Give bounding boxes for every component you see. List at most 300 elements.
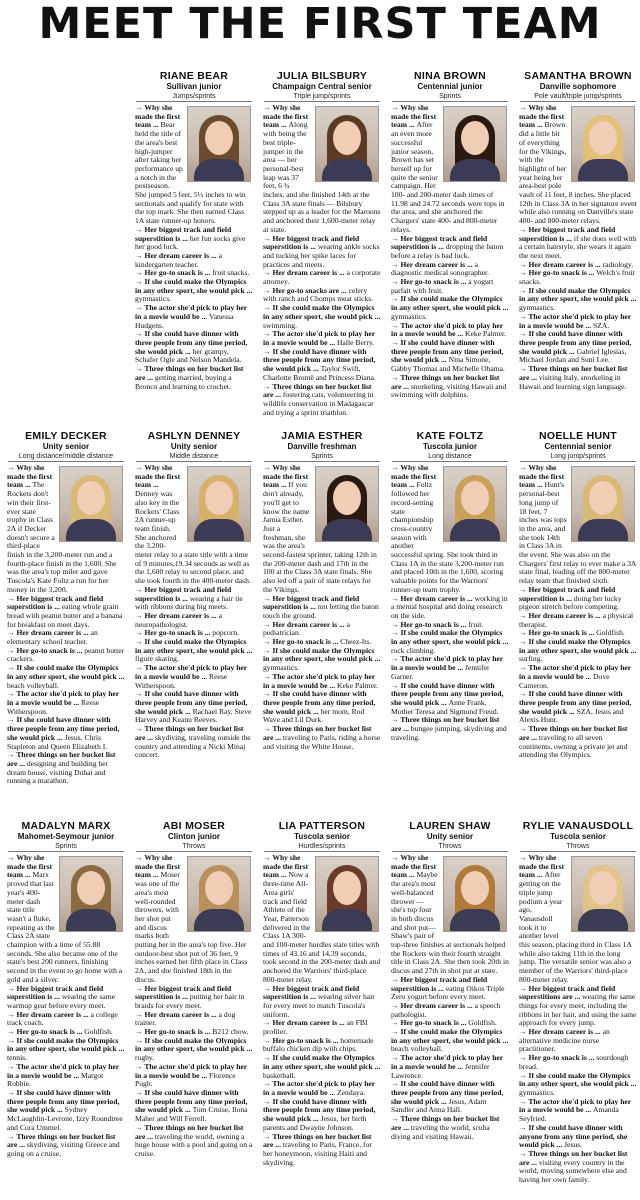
athlete-profile-text: [132, 104, 256, 391]
profile-question: → Her biggest track and field superstition is ...: [7, 593, 104, 612]
profile-item: [263, 690, 381, 725]
athlete-event: Triple jump/sprints: [264, 92, 380, 102]
profile-answer: Marx proved that last year's 400-meter dash state title wasn't a fluke, repeating as the Class 2A state champion with a time of 55.88 seconds. She also became one of the state's best 200 runners, finishing second in the event to go home with a gold and a silver.: [7, 870, 123, 984]
photo-face: [589, 481, 617, 515]
athlete-card: [4, 430, 128, 814]
athlete-profile-text: [4, 854, 128, 1159]
athlete-name: NINA BROWN: [413, 70, 487, 82]
profile-answer: figure skating.: [135, 654, 179, 664]
profile-answer: Amanda Seyfried.: [519, 1105, 619, 1124]
profile-item: [519, 1072, 637, 1098]
athlete-photo: [187, 856, 251, 932]
profile-question: → Her dream career is ...: [519, 259, 603, 269]
athlete-school: Tuscola junior: [422, 442, 478, 451]
profile-answer: After getting on the triple jump podium a year ago, Vanausdoll took it to another level this season, placing third in Class 1A while also taking 11th in the long jump. The versatile senior was also a member of the Warriors' third-place 800-meter relay.: [519, 870, 632, 984]
profile-answer: Jesus.: [564, 1140, 583, 1150]
profile-item: [7, 751, 125, 786]
profile-question: → Her go-to snack is ...: [7, 1027, 85, 1037]
profile-answer: visiting every country in the world, moving somewhere else and having her own family.: [519, 1157, 627, 1185]
profile-item: [263, 269, 381, 286]
athlete-event: Sprints: [392, 92, 508, 102]
athlete-profile-text: [132, 464, 256, 760]
profile-answer: Goldfish.: [84, 1027, 113, 1037]
athlete-event: Sprints: [264, 452, 380, 462]
profile-answer: skydiving, traveling outside the country and attending a Nicki Minaj concert.: [135, 732, 251, 760]
profile-answer: SZA.: [593, 320, 610, 330]
profile-question: → Her dream career is ...: [7, 628, 91, 638]
profile-answer: Foltz followed her record-setting state championship cross-country season with another successful spring. She took third in Class 1A in the state 3,200-meter run and placed 10th in the 1,600, scoring valuable points for the Warriors' runner-up team trophy.: [391, 480, 504, 594]
profile-question: → Why she made the first team ...: [135, 103, 181, 130]
athlete-card: [516, 70, 640, 424]
profile-answer: Now a three-time All-Area girls' track and field Athlete of the Year, Patterson delivered in the Class 1A 300- and 100-meter hurdles state titles with times of 43.16 and 14.39 seconds, took second in the 200-meter dash and anchored the Warriors' third-place 800-meter relay.: [263, 870, 381, 984]
profile-answer: popcorn.: [212, 628, 240, 638]
profile-item: [391, 595, 509, 621]
athlete-school: Unity senior: [170, 442, 218, 451]
profile-answer: eating whole grain bread with peanut butter and a banana for breakfast on meet days.: [7, 602, 123, 629]
profile-item: [135, 985, 253, 1011]
profile-answer: gymnastics.: [391, 311, 428, 321]
athlete-school: Danville sophomore: [539, 82, 617, 91]
photo-face: [461, 481, 489, 515]
athlete-event: Throws: [392, 842, 508, 852]
profile-question: → If she could have dinner with three people from any time period, she would pick ...: [135, 329, 248, 356]
profile-question: → Three things on her bucket list are ...: [519, 1148, 628, 1167]
athlete-profile-text: [260, 854, 384, 1167]
profile-answer: Dove Cameron.: [519, 671, 610, 690]
athlete-profile-text: [132, 854, 256, 1159]
athlete-name: JAMIA ESTHER: [281, 430, 363, 442]
athlete-event: Sprints: [8, 842, 124, 852]
profile-item: [519, 612, 637, 629]
profile-question: → Her dream career is ...: [391, 593, 475, 603]
profile-answer: her fun socks give her good luck.: [135, 233, 246, 252]
profile-item: [263, 595, 381, 621]
athlete-card: [132, 820, 256, 1196]
profile-answer: Nina Simone, Gabby Thomas and Michelle Obama.: [391, 355, 505, 374]
profile-item: [263, 287, 381, 304]
photo-face: [77, 871, 105, 905]
profile-item: [519, 330, 637, 365]
profile-question: → Why she made the first team ...: [135, 853, 181, 880]
profile-answer: a corporate attorney.: [263, 268, 381, 287]
photo-face: [205, 481, 233, 515]
profile-item: [7, 1011, 125, 1028]
profile-question: → The actor she'd pick to play her in a movie would be ...: [391, 654, 504, 673]
profile-item: [263, 330, 381, 347]
profile-answer: a speech pathologist.: [391, 1000, 501, 1019]
athlete-name: SAMANTHA BROWN: [524, 70, 632, 82]
profile-item: [391, 235, 509, 261]
profile-item: [263, 1080, 381, 1097]
profile-question: → Why she made the first team ...: [263, 103, 309, 130]
photo-face: [461, 121, 489, 155]
profile-answer: a kindergarten teacher.: [135, 250, 222, 269]
profile-question: → If she could have dinner with anyone from any time period, she would pick ...: [519, 1122, 628, 1150]
profile-answer: traveling to Paris, France, for her honeymoon, visiting Haiti and skydiving.: [263, 1140, 372, 1167]
profile-answer: sourdough bread.: [519, 1053, 629, 1071]
profile-answer: Reese Witherspoon.: [7, 697, 100, 716]
profile-question: → Her go-to snack is ...: [519, 628, 597, 638]
profile-answer: Tom Cruise, Ilona Maher and Will Ferrell.: [135, 1105, 248, 1124]
profile-question: → Her biggest track and field superstition is ...: [263, 593, 360, 612]
athlete-photo: [443, 106, 507, 182]
profile-item: [135, 725, 253, 760]
profile-item: [519, 287, 637, 313]
athlete-card: [260, 430, 384, 814]
athlete-card: [260, 820, 384, 1196]
profile-item: [7, 647, 125, 664]
athlete-school: Centennial senior: [544, 442, 612, 451]
profile-item: [391, 682, 509, 717]
profile-item: [263, 304, 381, 330]
profile-answer: Gabriel Iglesias, Michael Jordan and Suni Lee.: [519, 346, 627, 365]
profile-item: [135, 278, 253, 304]
profile-item: [391, 278, 509, 295]
profile-item: [263, 348, 381, 383]
photo-body: [578, 519, 628, 542]
profile-question: → The actor she'd pick to play her in a movie would be ...: [519, 1096, 632, 1115]
profile-question: → Why she made the first team ...: [519, 853, 565, 880]
athlete-name: ABI MOSER: [162, 820, 226, 832]
profile-question: → Her dream career is ...: [135, 250, 219, 260]
profile-answer: her grampy, Schafer Ogle and Nelson Mandela.: [135, 346, 242, 365]
profile-question: → Her go-to snack is ...: [519, 1053, 597, 1063]
profile-answer: a neuropathologist.: [135, 610, 222, 629]
profile-question: → Why she made the first team ...: [7, 853, 53, 880]
profile-item: [263, 1098, 381, 1133]
profile-answer: Taylor Swift, Charlotte Brontë and Princess Diana.: [263, 364, 376, 382]
profile-question: → Her go-to snack is ...: [135, 628, 213, 638]
profile-question: → If she could make the Olympics in any other sport, she would pick ...: [7, 663, 125, 681]
profile-question: → Her biggest track and field superstition is ...: [7, 983, 104, 1002]
profile-question: → Her go-to snack is ...: [263, 637, 341, 647]
profile-item: [519, 269, 637, 286]
athlete-card: [132, 430, 256, 814]
profile-question: → Why she made the first team ...: [391, 463, 437, 490]
profile-question: → Her biggest track and field superstition is ...: [519, 584, 616, 603]
profile-answer: skydiving, visiting Greece and going on a cruise.: [7, 1140, 120, 1158]
profile-question: → The actor she'd pick to play her in a movie would be ...: [135, 1061, 248, 1080]
athlete-profile-text: [388, 854, 512, 1141]
photo-body: [450, 909, 500, 932]
athlete-profile-text: [388, 104, 512, 400]
profile-question: → If she could have dinner with three people from any time period, she would pick ...: [263, 689, 376, 716]
profile-question: → The actor she'd pick to play her in a movie would be ...: [7, 1061, 120, 1080]
athlete-school: Unity senior: [426, 832, 474, 841]
profile-item: [135, 664, 253, 690]
profile-question: → Her dream career is ...: [135, 1009, 219, 1019]
athlete-photo: [571, 856, 635, 932]
profile-answer: an alternative medicine nurse practitioner.: [519, 1027, 610, 1054]
profile-question: → If she could make the Olympics in any other sport, she would pick ...: [135, 637, 253, 655]
profile-item: [391, 629, 509, 655]
profile-question: → Why she made the first team ...: [263, 853, 309, 880]
profile-question: → Why she made the first team ...: [519, 103, 565, 130]
athlete-school: Tuscola senior: [550, 832, 606, 841]
profile-question: → If she could make the Olympics in any other sport, she would pick ...: [263, 303, 381, 321]
athlete-name: EMILY DECKER: [25, 430, 107, 442]
profile-item: [263, 621, 381, 638]
profile-item: [519, 1098, 637, 1124]
profile-question: → Her dream career is ...: [519, 610, 603, 620]
profile-answer: Sydney McLaughlin-Levrone, Izzy Roundtree and Cora Ummel.: [7, 1105, 123, 1132]
profile-question: → If she could have dinner with three people from any time period, she would pick ...: [7, 715, 120, 742]
profile-answer: Jesus, her birth parents and Dwayne Johnson.: [263, 1114, 367, 1132]
profile-question: → Three things on her bucket list are ...: [391, 715, 500, 734]
profile-item: [7, 1063, 125, 1089]
athlete-photo: [59, 466, 123, 542]
profile-answer: Along with being the best triple-jumper in the area — her personal-best leap was 37 feet, 6 ¾ inches, and she finished 14th at the Class 3A state finals — Bilsbury stepped up as a leader for the Maroons and anchored their 1,600-meter relay at state.: [263, 120, 381, 234]
photo-body: [194, 519, 244, 542]
athlete-name: NOELLE HUNT: [539, 430, 617, 442]
profile-question: → The actor she'd pick to play her in a movie would be ...: [263, 671, 376, 690]
page-headline: MEET THE FIRST TEAM: [38, 0, 602, 49]
profile-answer: surfing.: [519, 654, 543, 664]
athlete-name: RYLIE VANAUSDOLL: [522, 820, 634, 832]
profile-item: [135, 638, 253, 664]
profile-item: [7, 1089, 125, 1133]
profile-question: → Three things on her bucket list are ...: [263, 724, 372, 742]
profile-item: [391, 1115, 509, 1141]
athlete-profile-text: [516, 104, 640, 391]
profile-question: → Her biggest track and field superstition is ...: [263, 233, 360, 252]
athlete-event: Long distance: [392, 452, 508, 462]
profile-answer: traveling the world, owning a huge house with a pool and going on a cruise.: [135, 1131, 253, 1158]
profile-question: → If she could have dinner with three people from any time period, she would pick ...: [7, 1087, 120, 1115]
athlete-profile-text: [260, 464, 384, 751]
profile-answer: Margot Robbie.: [7, 1070, 104, 1089]
profile-item: [263, 235, 381, 270]
profile-item: [7, 1133, 125, 1159]
athlete-name: LIA PATTERSON: [278, 820, 366, 832]
photo-body: [322, 159, 372, 182]
profile-question: → Her dream career is ...: [519, 1027, 603, 1037]
profile-item: [135, 330, 253, 365]
profile-item: [7, 595, 125, 630]
profile-answer: fruit.: [468, 619, 484, 629]
profile-answer: tennis.: [7, 1053, 28, 1063]
profile-answer: Florence Pugh.: [135, 1070, 236, 1089]
profile-question: → Three things on her bucket list are ...: [7, 750, 116, 768]
profile-item: [519, 985, 637, 1029]
photo-face: [461, 871, 489, 905]
profile-answer: After an even more successful junior season, Brown has set herself up for quite the senior campaign. Her 100- and 200-meter dash times of 11.98 and 24.72 seconds were tops in the area, and she anchored the Chargers' state 400- and 800-meter relays.: [391, 120, 505, 234]
athlete-event: Pole vault/triple jump/sprints: [520, 92, 636, 102]
photo-body: [578, 159, 628, 182]
profile-item: [135, 586, 253, 612]
profile-answer: Cheez-Its.: [340, 637, 372, 647]
profile-answer: Jesus, Adam Sandler and Anna Hall.: [391, 1096, 487, 1115]
profile-question: → The actor she'd pick to play her in a movie would be ...: [263, 1079, 376, 1097]
athlete-name: KATE FOLTZ: [416, 430, 484, 442]
athlete-card: [388, 820, 512, 1196]
profile-answer: an elementary school teacher.: [7, 628, 98, 647]
profile-answer: SZA, Jesus and Alexis Hunt.: [519, 706, 624, 725]
athlete-photo: [315, 856, 379, 932]
profile-answer: traveling the world, scuba diving and visiting Hawaii.: [391, 1122, 490, 1141]
profile-question: → Why she made the first team ...: [263, 463, 309, 490]
profile-answer: Hunt's personal-best long jump of 18 feet, 7 inches was tops in the area, and she took 14th in Class 3A in the event. She was also on the Chargers' first relay to ever make a 3A state final, leading off the 800-meter relay team that finished sixth.: [519, 480, 636, 586]
athlete-photo: [187, 466, 251, 542]
athlete-name: JULIA BILSBURY: [276, 70, 368, 82]
profile-item: [263, 1019, 381, 1036]
profile-question: → If she could make the Olympics in any other sport, she would pick ...: [263, 1053, 381, 1071]
profile-question: → Her dream career is ...: [263, 1018, 347, 1028]
profile-question: → Why she made the first team ...: [391, 853, 437, 880]
profile-answer: Goldfish.: [596, 628, 625, 638]
athlete-photo: [315, 466, 379, 542]
profile-question: → If she could have dinner with three people from any time period, she would pick ...: [519, 689, 632, 716]
profile-question: → Her go-to snack is ...: [519, 268, 597, 278]
profile-item: [263, 383, 381, 418]
profile-question: → The actor she'd pick to play her in a movie would be ...: [519, 311, 632, 330]
profile-question: → Her dream career is ...: [263, 268, 347, 278]
athlete-profile-text: [260, 104, 384, 417]
athlete-card: [516, 820, 640, 1196]
profile-answer: rugby.: [135, 1053, 155, 1063]
profile-item: [391, 1028, 509, 1054]
profile-question: → Three things on her bucket list are ...: [135, 364, 244, 382]
profile-answer: bungee jumping, skydiving and traveling.: [391, 724, 507, 742]
photo-body: [66, 909, 116, 932]
athlete-profile-text: [516, 464, 640, 760]
profile-question: → If she could have dinner with three people from any time period, she would pick ...: [263, 1096, 376, 1124]
profile-item: [391, 1002, 509, 1019]
profile-question: → Her biggest track and field superstition is ...: [391, 974, 488, 993]
profile-question: → Her go-to snack is ...: [135, 268, 213, 278]
profile-question: → Her biggest track and field superstition is ...: [135, 983, 232, 1002]
profile-question: → Her biggest track and field superstition is ...: [263, 983, 360, 1002]
athlete-event: Throws: [520, 842, 636, 852]
athlete-event: Throws: [136, 842, 252, 852]
profile-answer: Keke Palmer.: [465, 329, 506, 339]
profile-answer: rock climbing.: [391, 645, 436, 655]
profile-answer: Jesus, Chris Stapleton and Queen Elizabeth I.: [7, 732, 108, 751]
athlete-school: Unity senior: [42, 442, 90, 451]
profile-answer: wearing silver hair for every meet to match Tuscola's uniform.: [263, 992, 375, 1019]
profile-answer: a pediatrician.: [263, 619, 350, 638]
photo-face: [589, 121, 617, 155]
profile-answer: Maybe the area's most well-balanced thrower — she's top four in both discus and shot put— Shaw's pair of top-three finishes at sectionals helped the Rockets win their fourth straight title in Class 2A. She then took 20th in discus and 27th in shot put at state.: [391, 870, 509, 976]
profile-item: [135, 252, 253, 269]
profile-question: → Why she made the first team ...: [135, 463, 181, 490]
profile-question: → Her go-to snacks are ...: [263, 285, 349, 295]
profile-item: [391, 339, 509, 374]
athlete-card: [388, 430, 512, 814]
profile-answer: designing and building her dream house, visiting Dubai and running a marathon.: [7, 758, 109, 786]
photo-body: [194, 159, 244, 182]
profile-answer: a college track coach.: [7, 1009, 118, 1028]
profile-question: → If she could make the Olympics in any other sport, she would pick ...: [391, 294, 509, 313]
athlete-name: ASHLYN DENNEY: [147, 430, 241, 442]
profile-question: → The actor she'd pick to play her in a movie would be ...: [135, 663, 248, 681]
photo-body: [578, 909, 628, 932]
profile-item: [263, 673, 381, 690]
photo-body: [194, 909, 244, 932]
profile-item: [135, 690, 253, 725]
profile-answer: Bear held the title of the area's best high-jumper after taking her performance up a notch in the postseason. She jumped 5 feet, 5½ inches to win sectionals and qualify for state with the top mark. She then earned Class 1A state runner-up honors.: [135, 120, 246, 226]
profile-item: [263, 1037, 381, 1054]
profile-answer: peanut butter crackers.: [7, 645, 125, 664]
profile-question: → The actor she'd pick to play her in a movie would be ...: [263, 329, 376, 347]
profile-item: [7, 1037, 125, 1063]
profile-question: → If she could make the Olympics in any other sport, she would pick ...: [7, 1035, 125, 1054]
profile-question: → Why she made the first team ...: [7, 463, 53, 490]
athlete-event: Jumps/sprints: [136, 92, 252, 102]
profile-question: → Her biggest track and field superstition is ...: [519, 224, 616, 243]
profile-item: [7, 716, 125, 751]
athlete-school: Danville freshman: [287, 442, 357, 451]
profile-item: [391, 261, 509, 278]
profile-question: → Three things on her bucket list are ...: [7, 1131, 116, 1150]
photo-face: [205, 121, 233, 155]
athlete-school: Clinton junior: [168, 832, 220, 841]
athlete-card: [260, 70, 384, 424]
profile-answer: Jennifer Garner.: [391, 663, 490, 681]
athlete-profile-text: [388, 464, 512, 743]
profile-question: → Her dream career is ...: [391, 259, 475, 269]
athlete-profile-text: [4, 464, 128, 786]
profile-item: [519, 313, 637, 330]
athlete-photo: [59, 856, 123, 932]
profile-question: → Three things on her bucket list are ...: [263, 1131, 372, 1150]
athlete-school: Champaign Central senior: [272, 82, 372, 91]
profile-question: → Her go-to snack is ...: [135, 1027, 213, 1037]
profile-question: → If she could have dinner with three people from any time period, she would pick ...: [263, 346, 376, 374]
profile-answer: Anne Frank, Mother Teresa and Sigmund Freud.: [391, 697, 499, 716]
profile-answer: celery with ranch and Chomps meat sticks.: [263, 285, 374, 304]
athlete-name: MADALYN MARX: [21, 820, 111, 832]
profile-answer: an FBI profiler.: [263, 1018, 368, 1037]
profile-answer: getting married, buying a Bronco and learning to crochet.: [135, 372, 232, 391]
profile-item: [391, 1054, 509, 1080]
athlete-photo: [443, 856, 507, 932]
profile-item: [519, 725, 637, 760]
profile-answer: Reese Witherspoon.: [135, 671, 228, 690]
athlete-photo: [443, 466, 507, 542]
profile-item: [135, 1063, 253, 1089]
profile-item: [391, 655, 509, 681]
athlete-photo: [571, 466, 635, 542]
profile-question: → If she could make the Olympics in any other sport, she would pick ...: [135, 1035, 253, 1054]
profile-answer: Keke Palmer.: [337, 680, 378, 690]
profile-item: [391, 1080, 509, 1115]
profile-answer: Zendaya.: [337, 1087, 366, 1097]
profile-question: → The actor she'd pick to play her in a movie would be ...: [135, 303, 248, 321]
profile-item: [135, 1089, 253, 1124]
profile-question: → Her biggest track and field superstition is ...: [135, 584, 232, 603]
athlete-name: RIANE BEAR: [159, 70, 229, 82]
profile-question: → Why she made the first team ...: [519, 463, 565, 490]
profile-answer: Denney was also key in the Rockets' Class 2A runner-up team finish. She anchored the 3,200-meter relay to a state title with a time of 9 minutes,19.34 seconds as well as the 1,600 relay to second place, and she took fourth in the 400-meter dash.: [135, 489, 251, 586]
profile-item: [263, 647, 381, 673]
profile-question: → Three things on her bucket list are ...: [519, 364, 628, 382]
profile-item: [391, 716, 509, 742]
profile-item: [519, 1028, 637, 1054]
profile-item: [519, 664, 637, 690]
profile-question: → Her biggest track and field superstitions are ...: [519, 983, 616, 1002]
photo-body: [322, 519, 372, 542]
photo-body: [450, 519, 500, 542]
profile-answer: a yogurt parfait with fruit.: [391, 277, 494, 295]
profile-question: → Why she made the first team ...: [391, 103, 437, 130]
profile-question: → Her dream career is ...: [263, 619, 347, 629]
profile-item: [519, 638, 637, 664]
profile-item: [519, 365, 637, 391]
profile-answer: beach volleyball.: [7, 680, 59, 690]
profile-item: [263, 985, 381, 1020]
profile-item: [519, 1150, 637, 1185]
